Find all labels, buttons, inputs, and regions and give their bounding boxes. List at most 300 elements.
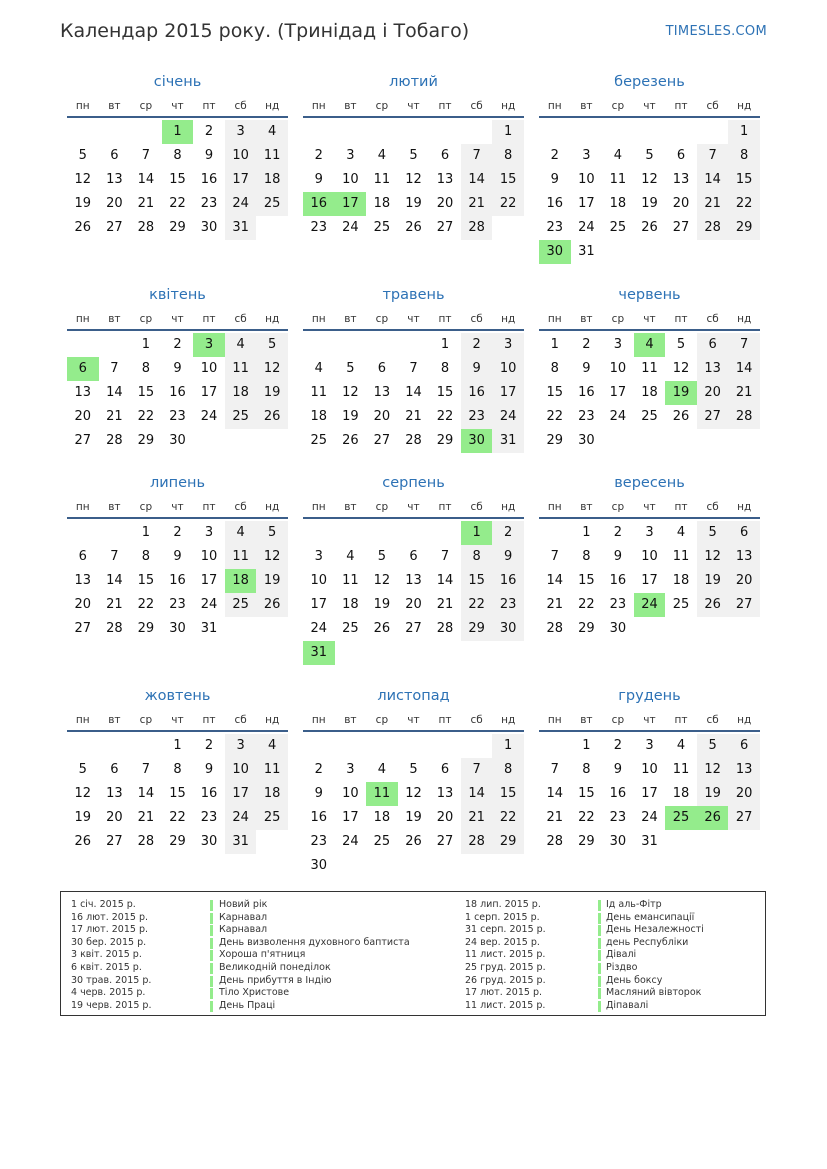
day-cell[interactable]: 11 [672,762,690,777]
day-cell[interactable]: 27 [74,433,92,448]
day-cell[interactable]: 23 [609,810,627,825]
day-cell[interactable]: 21 [106,597,123,612]
day-cell[interactable]: 22 [461,593,493,617]
day-cell[interactable]: 3 [204,525,214,540]
day-cell[interactable]: 3 [346,148,355,163]
day-cell[interactable]: 8 [141,549,151,564]
day-cell[interactable]: 13 [728,758,760,782]
day-cell[interactable]: 29 [578,621,595,636]
day-cell[interactable]: 26 [373,621,391,636]
day-cell[interactable]: 10 [342,172,359,187]
day-cell[interactable]: 8 [582,762,591,777]
day-cell[interactable]: 14 [106,573,123,588]
day-cell[interactable]: 5 [78,762,87,777]
day-cell[interactable]: 3 [346,762,355,777]
day-cell[interactable]: 2 [461,333,493,357]
day-cell[interactable]: 27 [373,433,391,448]
day-cell[interactable]: 15 [728,168,760,192]
day-cell[interactable]: 14 [546,573,564,588]
day-cell[interactable]: 27 [436,220,454,235]
day-cell[interactable]: 31 [225,830,257,854]
day-cell[interactable]: 13 [436,786,454,801]
day-cell[interactable]: 29 [546,433,564,448]
day-cell[interactable]: 12 [405,172,422,187]
day-cell[interactable]: 3 [613,337,623,352]
day-cell[interactable]: 16 [492,569,524,593]
holiday-day[interactable]: 1 [461,521,493,545]
day-cell[interactable]: 2 [173,525,182,540]
day-cell[interactable]: 17 [641,786,658,801]
day-cell[interactable]: 27 [405,621,422,636]
day-cell[interactable]: 24 [641,810,658,825]
day-cell[interactable]: 12 [342,385,359,400]
day-cell[interactable]: 9 [314,786,323,801]
day-cell[interactable]: 22 [169,810,186,825]
day-cell[interactable]: 16 [169,385,186,400]
holiday-day[interactable]: 18 [225,569,257,593]
day-cell[interactable]: 2 [613,525,623,540]
day-cell[interactable]: 10 [200,549,218,564]
day-cell[interactable]: 7 [550,762,559,777]
day-cell[interactable]: 8 [492,758,524,782]
day-cell[interactable]: 23 [461,405,493,429]
day-cell[interactable]: 24 [342,834,359,849]
day-cell[interactable]: 23 [492,593,524,617]
day-cell[interactable]: 22 [578,810,595,825]
day-cell[interactable]: 17 [492,381,524,405]
day-cell[interactable]: 15 [578,573,595,588]
day-cell[interactable]: 7 [141,148,151,163]
day-cell[interactable]: 26 [405,220,422,235]
day-cell[interactable]: 10 [200,361,218,376]
day-cell[interactable]: 3 [645,738,654,753]
day-cell[interactable]: 23 [310,220,328,235]
day-cell[interactable]: 18 [641,385,658,400]
day-cell[interactable]: 18 [672,573,690,588]
day-cell[interactable]: 24 [492,405,524,429]
day-cell[interactable]: 30 [200,834,218,849]
day-cell[interactable]: 10 [225,758,257,782]
day-cell[interactable]: 17 [609,385,627,400]
day-cell[interactable]: 11 [225,357,257,381]
day-cell[interactable]: 15 [137,385,155,400]
day-cell[interactable]: 16 [169,573,186,588]
day-cell[interactable]: 13 [106,786,123,801]
day-cell[interactable]: 12 [74,786,92,801]
day-cell[interactable]: 2 [173,337,182,352]
day-cell[interactable]: 6 [676,148,686,163]
day-cell[interactable]: 15 [461,569,493,593]
day-cell[interactable]: 1 [582,738,591,753]
holiday-day[interactable]: 30 [539,240,571,264]
day-cell[interactable]: 5 [676,337,686,352]
day-cell[interactable]: 16 [578,385,595,400]
holiday-day[interactable]: 17 [335,192,367,216]
holiday-day[interactable]: 24 [634,593,666,617]
day-cell[interactable]: 26 [697,593,729,617]
day-cell[interactable]: 5 [409,762,418,777]
day-cell[interactable]: 1 [582,525,591,540]
day-cell[interactable]: 1 [728,120,760,144]
day-cell[interactable]: 27 [728,806,760,830]
day-cell[interactable]: 28 [546,834,564,849]
day-cell[interactable]: 7 [440,549,450,564]
day-cell[interactable]: 26 [74,220,92,235]
day-cell[interactable]: 29 [492,830,524,854]
day-cell[interactable]: 15 [578,786,595,801]
day-cell[interactable]: 19 [74,196,92,211]
day-cell[interactable]: 19 [405,196,422,211]
day-cell[interactable]: 28 [436,621,454,636]
day-cell[interactable]: 14 [436,573,454,588]
day-cell[interactable]: 12 [672,361,690,376]
day-cell[interactable]: 17 [200,573,218,588]
day-cell[interactable]: 27 [74,621,92,636]
day-cell[interactable]: 22 [578,597,595,612]
day-cell[interactable]: 25 [256,192,288,216]
day-cell[interactable]: 4 [346,549,355,564]
holiday-day[interactable]: 26 [697,806,729,830]
day-cell[interactable]: 30 [492,617,524,641]
day-cell[interactable]: 13 [405,573,422,588]
day-cell[interactable]: 24 [578,220,595,235]
day-cell[interactable]: 2 [582,337,591,352]
day-cell[interactable]: 14 [461,168,493,192]
day-cell[interactable]: 6 [728,521,760,545]
brand-link[interactable]: TIMESLES.COM [665,24,767,39]
day-cell[interactable]: 11 [310,385,328,400]
day-cell[interactable]: 9 [314,172,323,187]
day-cell[interactable]: 8 [550,361,559,376]
day-cell[interactable]: 4 [613,148,623,163]
day-cell[interactable]: 11 [256,758,288,782]
day-cell[interactable]: 20 [74,409,92,424]
day-cell[interactable]: 7 [110,549,119,564]
day-cell[interactable]: 14 [546,786,564,801]
day-cell[interactable]: 20 [106,196,123,211]
day-cell[interactable]: 13 [106,172,123,187]
day-cell[interactable]: 29 [169,220,186,235]
day-cell[interactable]: 10 [492,357,524,381]
day-cell[interactable]: 4 [377,148,387,163]
day-cell[interactable]: 26 [342,433,359,448]
day-cell[interactable]: 20 [373,409,391,424]
day-cell[interactable]: 31 [641,834,658,849]
day-cell[interactable]: 5 [256,333,288,357]
day-cell[interactable]: 28 [137,220,155,235]
holiday-day[interactable]: 3 [193,333,225,357]
day-cell[interactable]: 14 [697,168,729,192]
day-cell[interactable]: 27 [672,220,690,235]
day-cell[interactable]: 21 [436,597,454,612]
day-cell[interactable]: 29 [137,621,155,636]
day-cell[interactable]: 18 [609,196,627,211]
day-cell[interactable]: 25 [225,593,257,617]
day-cell[interactable]: 24 [310,621,328,636]
day-cell[interactable]: 14 [137,172,155,187]
day-cell[interactable]: 25 [672,597,690,612]
day-cell[interactable]: 22 [728,192,760,216]
day-cell[interactable]: 28 [546,621,564,636]
day-cell[interactable]: 29 [461,617,493,641]
day-cell[interactable]: 18 [256,782,288,806]
day-cell[interactable]: 26 [672,409,690,424]
day-cell[interactable]: 28 [728,405,760,429]
day-cell[interactable]: 27 [436,834,454,849]
day-cell[interactable]: 19 [373,597,391,612]
day-cell[interactable]: 19 [405,810,422,825]
day-cell[interactable]: 8 [173,148,182,163]
day-cell[interactable]: 30 [169,433,186,448]
day-cell[interactable]: 20 [106,810,123,825]
day-cell[interactable]: 29 [578,834,595,849]
day-cell[interactable]: 20 [405,597,422,612]
day-cell[interactable]: 1 [141,525,151,540]
day-cell[interactable]: 25 [256,806,288,830]
day-cell[interactable]: 20 [697,381,729,405]
day-cell[interactable]: 23 [200,810,218,825]
day-cell[interactable]: 4 [256,734,288,758]
day-cell[interactable]: 5 [697,521,729,545]
day-cell[interactable]: 28 [106,621,123,636]
day-cell[interactable]: 31 [578,244,595,259]
day-cell[interactable]: 26 [405,834,422,849]
day-cell[interactable]: 25 [373,220,391,235]
holiday-day[interactable]: 30 [461,429,493,453]
day-cell[interactable]: 8 [440,361,450,376]
day-cell[interactable]: 28 [697,216,729,240]
day-cell[interactable]: 22 [137,597,155,612]
day-cell[interactable]: 17 [225,782,257,806]
day-cell[interactable]: 13 [74,573,92,588]
day-cell[interactable]: 20 [436,810,454,825]
day-cell[interactable]: 4 [256,120,288,144]
day-cell[interactable]: 28 [461,216,493,240]
day-cell[interactable]: 19 [697,569,729,593]
day-cell[interactable]: 26 [256,405,288,429]
holiday-day[interactable]: 11 [366,782,398,806]
day-cell[interactable]: 22 [137,409,155,424]
day-cell[interactable]: 7 [110,361,119,376]
day-cell[interactable]: 24 [609,409,627,424]
day-cell[interactable]: 15 [436,385,454,400]
day-cell[interactable]: 18 [342,597,359,612]
day-cell[interactable]: 21 [697,192,729,216]
day-cell[interactable]: 9 [204,148,214,163]
day-cell[interactable]: 1 [550,337,559,352]
day-cell[interactable]: 12 [697,545,729,569]
holiday-day[interactable]: 6 [67,357,99,381]
day-cell[interactable]: 20 [74,597,92,612]
day-cell[interactable]: 9 [204,762,214,777]
day-cell[interactable]: 6 [110,762,119,777]
day-cell[interactable]: 5 [256,521,288,545]
day-cell[interactable]: 2 [314,148,323,163]
day-cell[interactable]: 18 [672,786,690,801]
day-cell[interactable]: 8 [582,549,591,564]
day-cell[interactable]: 8 [728,144,760,168]
day-cell[interactable]: 29 [169,834,186,849]
day-cell[interactable]: 10 [578,172,595,187]
day-cell[interactable]: 12 [373,573,391,588]
day-cell[interactable]: 17 [225,168,257,192]
day-cell[interactable]: 13 [74,385,92,400]
day-cell[interactable]: 30 [609,834,627,849]
day-cell[interactable]: 26 [641,220,658,235]
day-cell[interactable]: 23 [546,220,564,235]
day-cell[interactable]: 14 [405,385,422,400]
day-cell[interactable]: 14 [728,357,760,381]
day-cell[interactable]: 9 [582,361,591,376]
day-cell[interactable]: 21 [546,810,564,825]
day-cell[interactable]: 11 [342,573,359,588]
day-cell[interactable]: 11 [256,144,288,168]
day-cell[interactable]: 13 [373,385,391,400]
day-cell[interactable]: 27 [106,834,123,849]
day-cell[interactable]: 31 [200,621,218,636]
day-cell[interactable]: 9 [492,545,524,569]
day-cell[interactable]: 16 [546,196,564,211]
day-cell[interactable]: 29 [436,433,454,448]
day-cell[interactable]: 8 [461,545,493,569]
day-cell[interactable]: 16 [461,381,493,405]
day-cell[interactable]: 27 [697,405,729,429]
day-cell[interactable]: 22 [436,409,454,424]
day-cell[interactable]: 24 [225,806,257,830]
day-cell[interactable]: 10 [342,786,359,801]
day-cell[interactable]: 12 [256,357,288,381]
day-cell[interactable]: 23 [169,597,186,612]
day-cell[interactable]: 6 [377,361,387,376]
day-cell[interactable]: 16 [609,786,627,801]
holiday-day[interactable]: 16 [303,192,335,216]
day-cell[interactable]: 11 [373,172,391,187]
day-cell[interactable]: 25 [373,834,391,849]
day-cell[interactable]: 14 [106,385,123,400]
day-cell[interactable]: 30 [310,858,328,873]
holiday-day[interactable]: 1 [162,120,194,144]
day-cell[interactable]: 6 [697,333,729,357]
day-cell[interactable]: 21 [728,381,760,405]
day-cell[interactable]: 15 [492,168,524,192]
day-cell[interactable]: 11 [609,172,627,187]
holiday-day[interactable]: 19 [665,381,697,405]
day-cell[interactable]: 3 [225,734,257,758]
day-cell[interactable]: 21 [137,810,155,825]
day-cell[interactable]: 16 [200,172,218,187]
day-cell[interactable]: 2 [492,521,524,545]
day-cell[interactable]: 22 [492,806,524,830]
day-cell[interactable]: 25 [641,409,658,424]
day-cell[interactable]: 1 [492,120,524,144]
day-cell[interactable]: 7 [550,549,559,564]
day-cell[interactable]: 26 [256,593,288,617]
day-cell[interactable]: 26 [74,834,92,849]
day-cell[interactable]: 5 [346,361,355,376]
day-cell[interactable]: 11 [641,361,658,376]
day-cell[interactable]: 12 [641,172,658,187]
day-cell[interactable]: 4 [314,361,323,376]
day-cell[interactable]: 8 [141,361,151,376]
day-cell[interactable]: 6 [409,549,418,564]
day-cell[interactable]: 3 [492,333,524,357]
day-cell[interactable]: 15 [137,573,155,588]
day-cell[interactable]: 15 [546,385,564,400]
day-cell[interactable]: 24 [342,220,359,235]
day-cell[interactable]: 12 [697,758,729,782]
day-cell[interactable]: 2 [204,124,214,139]
day-cell[interactable]: 10 [225,144,257,168]
day-cell[interactable]: 4 [676,525,686,540]
day-cell[interactable]: 19 [74,810,92,825]
day-cell[interactable]: 21 [106,409,123,424]
day-cell[interactable]: 17 [200,385,218,400]
day-cell[interactable]: 13 [436,172,454,187]
day-cell[interactable]: 9 [550,172,559,187]
day-cell[interactable]: 6 [440,762,450,777]
day-cell[interactable]: 31 [492,429,524,453]
day-cell[interactable]: 13 [728,545,760,569]
day-cell[interactable]: 9 [613,549,623,564]
day-cell[interactable]: 28 [461,830,493,854]
day-cell[interactable]: 8 [492,144,524,168]
holiday-day[interactable]: 4 [634,333,666,357]
day-cell[interactable]: 11 [672,549,690,564]
day-cell[interactable]: 6 [110,148,119,163]
day-cell[interactable]: 13 [672,172,690,187]
day-cell[interactable]: 3 [645,525,654,540]
day-cell[interactable]: 4 [225,521,257,545]
day-cell[interactable]: 16 [310,810,328,825]
day-cell[interactable]: 14 [461,782,493,806]
day-cell[interactable]: 18 [225,381,257,405]
day-cell[interactable]: 20 [436,196,454,211]
day-cell[interactable]: 20 [728,569,760,593]
day-cell[interactable]: 17 [310,597,328,612]
day-cell[interactable]: 31 [225,216,257,240]
day-cell[interactable]: 20 [672,196,690,211]
day-cell[interactable]: 23 [609,597,627,612]
day-cell[interactable]: 27 [728,593,760,617]
day-cell[interactable]: 1 [173,738,182,753]
day-cell[interactable]: 4 [377,762,387,777]
day-cell[interactable]: 21 [461,806,493,830]
day-cell[interactable]: 24 [200,409,218,424]
day-cell[interactable]: 19 [256,381,288,405]
day-cell[interactable]: 23 [169,409,186,424]
day-cell[interactable]: 19 [342,409,359,424]
day-cell[interactable]: 9 [461,357,493,381]
day-cell[interactable]: 5 [409,148,418,163]
day-cell[interactable]: 8 [173,762,182,777]
day-cell[interactable]: 12 [74,172,92,187]
day-cell[interactable]: 10 [609,361,627,376]
day-cell[interactable]: 10 [641,762,658,777]
day-cell[interactable]: 7 [461,758,493,782]
day-cell[interactable]: 7 [728,333,760,357]
day-cell[interactable]: 28 [405,433,422,448]
day-cell[interactable]: 29 [137,433,155,448]
day-cell[interactable]: 6 [78,549,87,564]
day-cell[interactable]: 16 [200,786,218,801]
day-cell[interactable]: 23 [310,834,328,849]
day-cell[interactable]: 7 [409,361,418,376]
day-cell[interactable]: 2 [314,762,323,777]
day-cell[interactable]: 7 [141,762,151,777]
day-cell[interactable]: 30 [169,621,186,636]
day-cell[interactable]: 2 [613,738,623,753]
day-cell[interactable]: 17 [342,810,359,825]
